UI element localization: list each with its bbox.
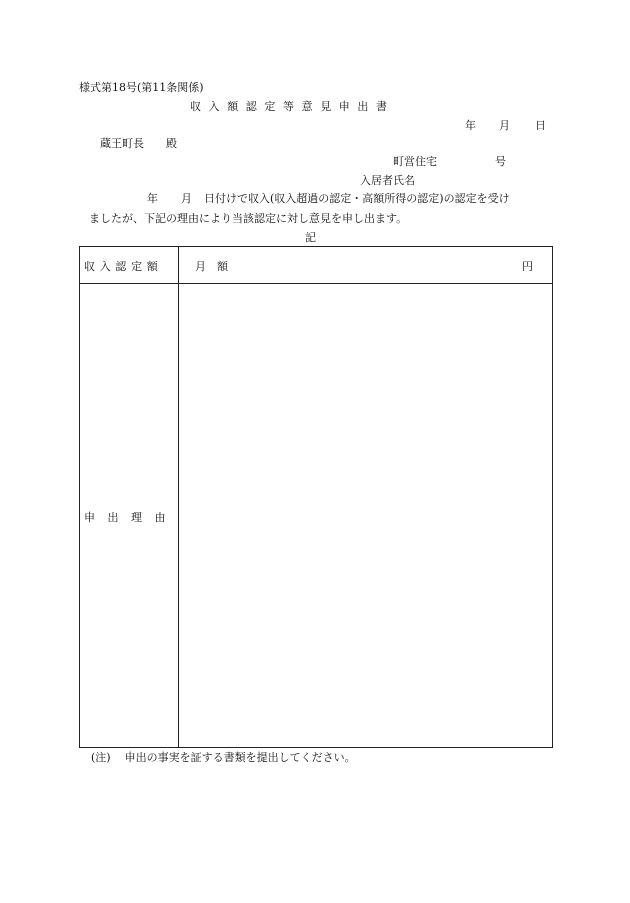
- note-label: (注): [91, 751, 111, 764]
- statement-year-label: 年: [147, 192, 158, 205]
- housing-number-label: 号: [495, 155, 506, 168]
- yen-unit-label: 円: [522, 260, 533, 273]
- ki-heading: 記: [305, 231, 316, 244]
- form-number-label: 様式第18号(第11条関係): [79, 81, 204, 94]
- resident-name-label: 入居者氏名: [360, 174, 415, 187]
- statement-month-label: 月: [181, 192, 192, 205]
- statement-line-1: [147, 193, 510, 204]
- reason-field[interactable]: [179, 284, 552, 747]
- date-day-label: 日: [535, 119, 546, 132]
- resident-name-line: [360, 175, 415, 186]
- reason-label: 申出理由: [84, 511, 178, 524]
- date-year-label: 年: [465, 119, 476, 132]
- note-line: [91, 752, 356, 763]
- housing-line: [393, 156, 506, 167]
- housing-label: 町営住宅: [393, 155, 437, 168]
- date-month-label: 月: [499, 119, 510, 132]
- note-text: 申出の事実を証する書類を提出してください。: [124, 751, 356, 764]
- submission-date: [465, 120, 546, 131]
- monthly-amount-label: 月 額: [195, 260, 228, 273]
- income-amount-label: 収入認定額: [84, 260, 163, 273]
- statement-line-2: ましたが、下記の理由により当該認定に対し意見を申し出ます。: [89, 212, 408, 225]
- record-table: [79, 246, 553, 748]
- addressee: 蔵王町長 殿: [100, 137, 177, 150]
- document-title: 収入額認定等意見申出書: [190, 100, 395, 113]
- statement-line-1-text: 日付けで収入(収入超過の認定・高額所得の認定)の認定を受け: [204, 192, 510, 205]
